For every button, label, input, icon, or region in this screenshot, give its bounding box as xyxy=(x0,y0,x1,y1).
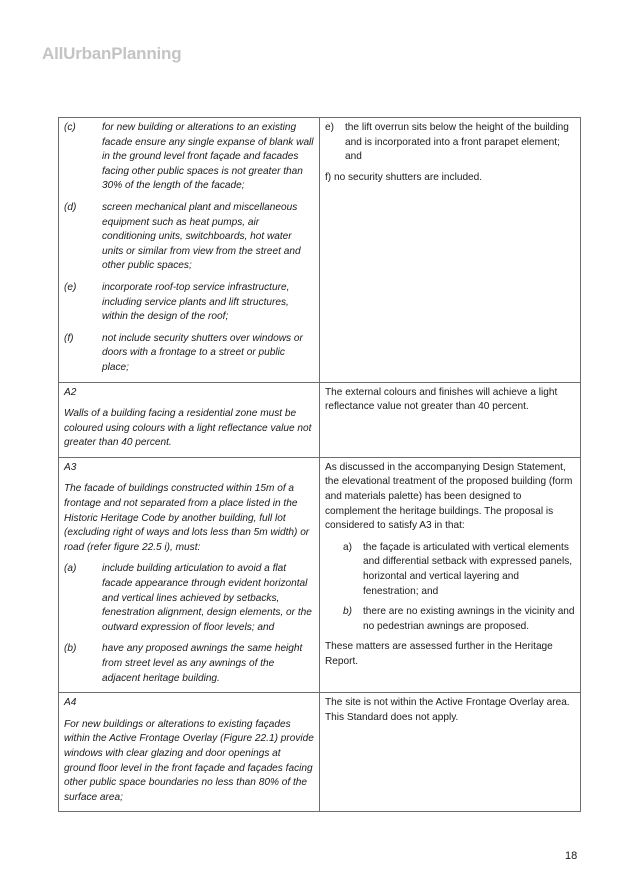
standard-text: The facade of buildings constructed within 15m of a frontage and not separated from a place listed in the Historic Heritage Code by another building, full lot (excluding right of ways and lots less than 5m width) or road (refer figure 22.5 i), must: xyxy=(64,483,310,553)
list-item xyxy=(64,642,314,686)
list-item xyxy=(64,121,314,194)
list-item xyxy=(325,121,575,165)
response-cell xyxy=(320,118,581,383)
standards-table xyxy=(58,117,581,812)
item-text: have any proposed awnings the same height from street level as any awnings of the adjacent heritage building. xyxy=(102,643,303,684)
standard-heading: A2 xyxy=(64,386,77,398)
response-text: The external colours and finishes will achieve a light reflectance value not greater than 40 percent. xyxy=(325,386,558,413)
acceptable-solution-cell xyxy=(59,382,320,457)
list-item xyxy=(64,281,314,325)
company-logo: AllUrbanPlanning xyxy=(42,44,182,63)
response-text: f) no security shutters are included. xyxy=(325,171,483,183)
response-text: The site is not within the Active Frontage Overlay area. This Standard does not apply. xyxy=(325,697,570,723)
list-item xyxy=(64,201,314,274)
list-item xyxy=(343,605,575,634)
item-text: include building articulation to avoid a flat facade appearance through evident horizontal and vertical lines achieved by setbacks, fenestration alignment, design elements, or the outward expression of floor levels; and xyxy=(102,563,312,633)
standard-text: For new buildings or alterations to existing façades within the Active Frontage Overlay (Figure 22.1) provide windows with clear glazing and door openings at ground floor level in the front façade and façades facing other public space boundaries no less than 80% of the surface area; xyxy=(64,718,314,803)
acceptable-solution-cell xyxy=(59,693,320,812)
item-label: (c) xyxy=(64,122,76,133)
table-row xyxy=(59,118,581,383)
item-label: a) xyxy=(343,541,352,553)
standard-heading: A4 xyxy=(64,697,77,709)
item-text: incorporate roof-top service infrastructure, including service plants and lift structures, within the design of the roof; xyxy=(102,281,290,323)
item-label: b) xyxy=(343,606,352,618)
item-text: the façade is articulated with vertical elements and differential setback with expressed panels, horizontal and vertical layering and fenestration; and xyxy=(363,541,573,597)
item-text: the lift overrun sits below the height of the building and is incorporated into a front parapet element; and xyxy=(345,122,569,163)
acceptable-solution-cell xyxy=(59,118,320,383)
item-text: there are no existing awnings in the vicinity and no pedestrian awnings are proposed. xyxy=(363,606,575,632)
item-label: (f) xyxy=(64,332,74,344)
standard-heading: A3 xyxy=(64,461,77,473)
page-number: 18 xyxy=(565,850,578,862)
item-label: (b) xyxy=(64,643,77,655)
table-row xyxy=(59,693,581,812)
table-row xyxy=(59,457,581,692)
response-cell xyxy=(320,693,581,812)
item-text: screen mechanical plant and miscellaneous equipment such as heat pumps, air conditioning units, switchboards, hot water units or similar from view from the street and other public spaces; xyxy=(102,201,301,272)
list-item xyxy=(343,541,575,599)
list-item xyxy=(64,562,314,635)
response-cell xyxy=(320,382,581,457)
item-label: (d) xyxy=(64,201,77,213)
item-text: for new building or alterations to an existing facade ensure any single expanse of blank wall in the ground level front façade and facades facing other public spaces is not greater than 30% of the length of the facade; xyxy=(102,122,314,192)
item-label: (a) xyxy=(64,563,77,575)
response-text: As discussed in the accompanying Design Statement, the elevational treatment of the proposed building (form and materials palette) has been designed to complement the heritage buildings. The proposal is considered to satisfy A3 in that: xyxy=(325,461,573,532)
response-cell xyxy=(320,457,581,692)
acceptable-solution-cell xyxy=(59,457,320,692)
item-label: e) xyxy=(325,122,334,133)
table-row xyxy=(59,382,581,457)
item-label: (e) xyxy=(64,281,77,293)
item-text: not include security shutters over windows or doors with a frontage to a street or public place; xyxy=(102,332,303,373)
list-item xyxy=(64,332,314,376)
standard-text: Walls of a building facing a residential zone must be coloured using colours with a light reflectance value not greater than 40 percent. xyxy=(64,408,312,449)
response-text: These matters are assessed further in the Heritage Report. xyxy=(325,641,553,667)
